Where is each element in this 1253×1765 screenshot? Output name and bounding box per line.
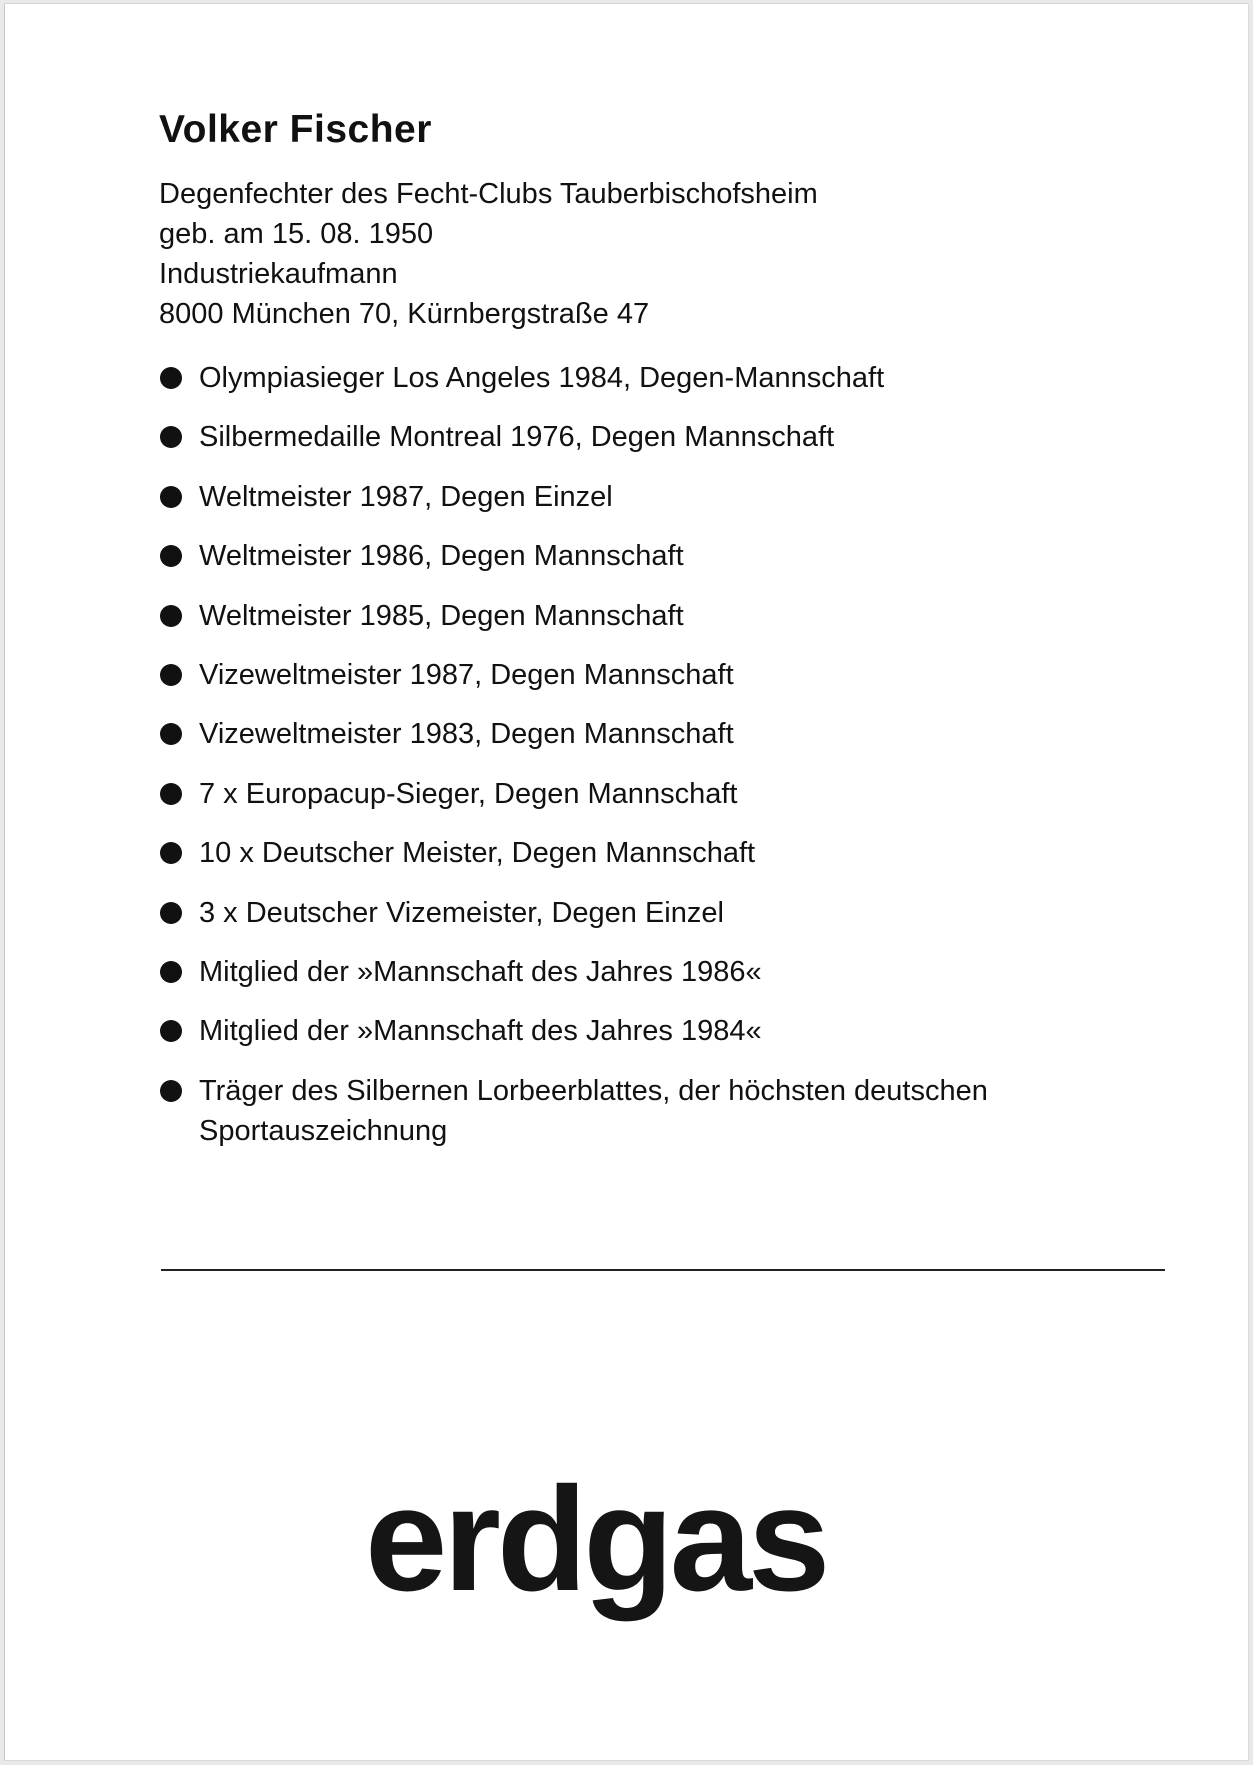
bullet-icon — [160, 961, 182, 983]
bullet-icon — [160, 723, 182, 745]
achievement-text: Weltmeister 1986, Degen Mannschaft — [199, 540, 684, 573]
achievement-item — [159, 477, 1139, 517]
achievement-item — [159, 417, 1139, 457]
bullet-icon — [160, 1020, 182, 1042]
erdgas-logo: erdgas — [365, 1457, 827, 1622]
achievement-item — [159, 952, 1139, 992]
achievement-text: Weltmeister 1985, Degen Mannschaft — [199, 599, 684, 632]
birth-date-line: geb. am 15. 08. 1950 — [159, 218, 434, 250]
achievement-item — [159, 714, 1139, 754]
achievement-text: 3 x Deutscher Vizemeister, Degen Einzel — [199, 896, 724, 929]
achievement-text: 10 x Deutscher Meister, Degen Mannschaft — [199, 837, 756, 870]
achievement-item — [159, 833, 1139, 873]
person-details — [159, 174, 818, 334]
address-line: 8000 München 70, Kürnbergstraße 47 — [159, 298, 650, 330]
achievement-text: Träger des Silbernen Lorbeerblattes, der höchsten deutschen Sportauszeichnung — [199, 1074, 988, 1147]
bullet-icon — [160, 545, 182, 567]
achievement-text: Mitglied der »Mannschaft des Jahres 1986« — [199, 955, 762, 988]
achievement-text: Mitglied der »Mannschaft des Jahres 1984« — [199, 1015, 762, 1048]
achievement-item — [159, 358, 1139, 398]
bullet-icon — [160, 486, 182, 508]
bullet-icon — [160, 664, 182, 686]
achievement-text: 7 x Europacup-Sieger, Degen Mannschaft — [199, 777, 738, 810]
bullet-icon — [160, 605, 182, 627]
achievement-item — [159, 1011, 1139, 1051]
signature-line — [161, 1269, 1165, 1271]
achievement-text: Vizeweltmeister 1983, Degen Mannschaft — [199, 718, 734, 751]
bullet-icon — [160, 783, 182, 805]
profession-line: Industriekaufmann — [159, 258, 398, 290]
achievement-item — [159, 596, 1139, 636]
achievement-text: Silbermedaille Montreal 1976, Degen Mannschaft — [199, 421, 835, 454]
achievement-item — [159, 536, 1139, 576]
achievement-text: Olympiasieger Los Angeles 1984, Degen-Mannschaft — [199, 362, 885, 394]
achievement-item — [159, 1071, 1139, 1151]
person-name: Volker Fischer — [159, 108, 432, 151]
bullet-icon — [160, 842, 182, 864]
club-line: Degenfechter des Fecht-Clubs Tauberbischofsheim — [159, 178, 818, 210]
autograph-card — [4, 3, 1249, 1761]
achievement-item — [159, 655, 1139, 695]
bullet-icon — [160, 426, 182, 448]
achievement-text: Weltmeister 1987, Degen Einzel — [199, 480, 613, 513]
bullet-icon — [160, 367, 182, 389]
achievements-list — [159, 358, 1139, 1170]
bullet-icon — [160, 902, 182, 924]
achievement-item — [159, 893, 1139, 933]
achievement-item — [159, 774, 1139, 814]
achievement-text: Vizeweltmeister 1987, Degen Mannschaft — [199, 658, 734, 691]
bullet-icon — [160, 1080, 182, 1102]
